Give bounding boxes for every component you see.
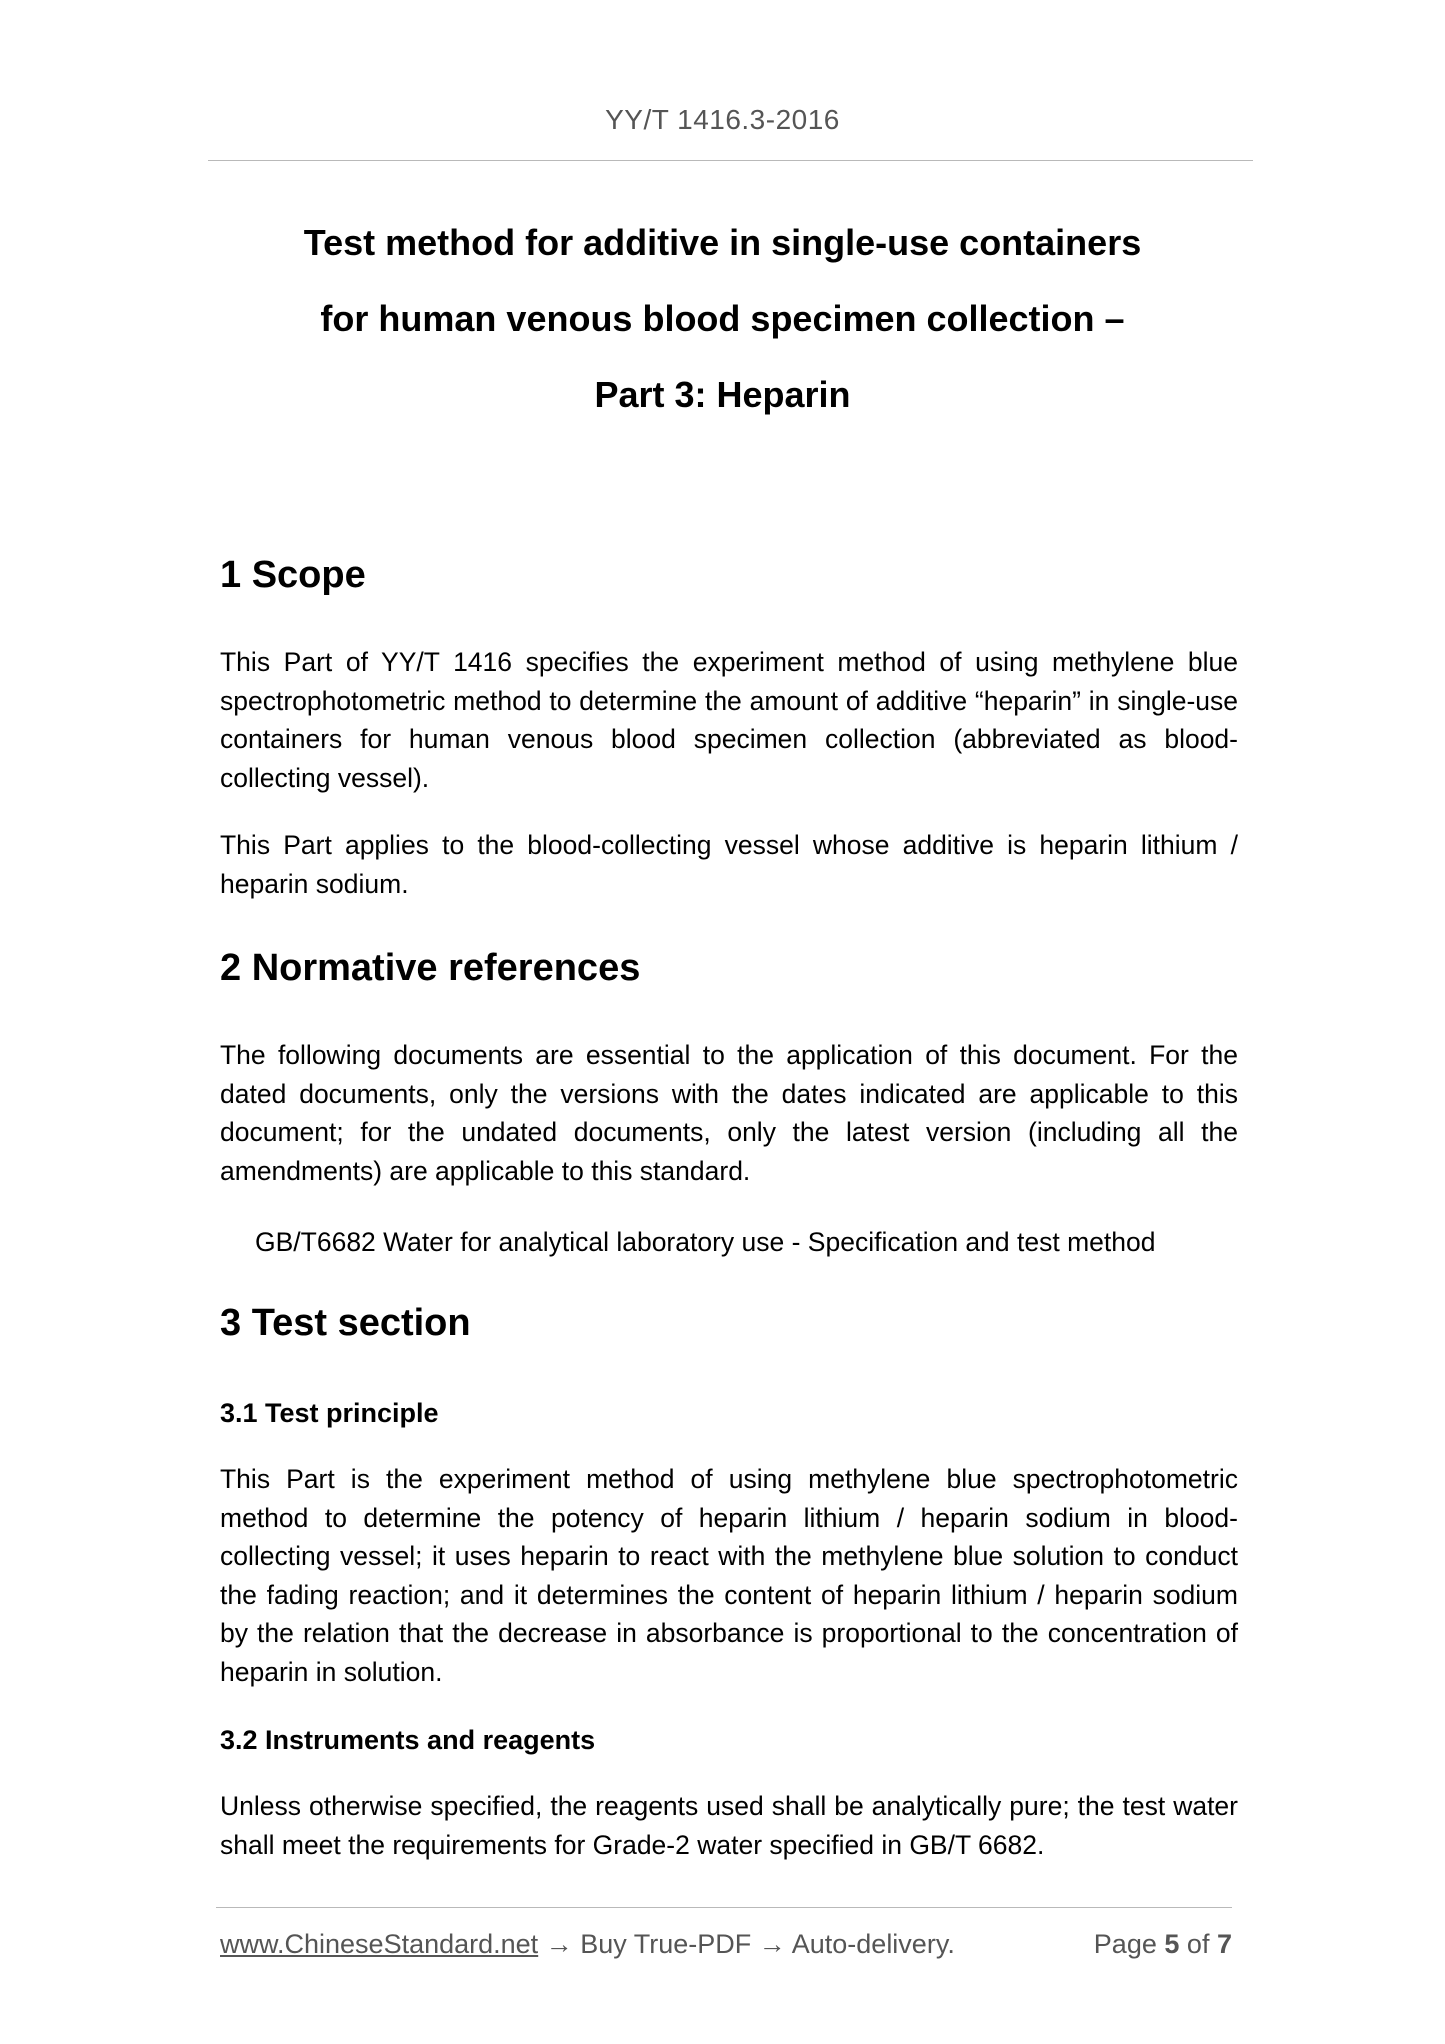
title-line-3: Part 3: Heparin (594, 374, 851, 415)
subsection-heading-instruments-reagents: 3.2 Instruments and reagents (220, 1725, 596, 1755)
section-heading-test-section: 3 Test section (220, 1302, 471, 1344)
normative-reference-item: GB/T6682 Water for analytical laboratory use - Specification and test method (255, 1227, 1156, 1257)
instruments-paragraph: Unless otherwise specified, the reagents used shall be analytically pure; the test water shall meet the requirements for Grade-2 water specified in GB/T 6682. (220, 1791, 1238, 1860)
page-total: 7 (1216, 1929, 1232, 1959)
scope-paragraph-1: This Part of YY/T 1416 specifies the experiment method of using methylene blue spectrophotometric method to determine the amount of additive “heparin” in single-use containers for human venous blood specimen collection (abbreviated as blood-collecting vessel). (220, 647, 1238, 793)
page-number (1094, 1929, 1232, 1960)
test-principle-paragraph: This Part is the experiment method of using methylene blue spectrophotometric method to determine the potency of heparin lithium / heparin sodium in blood-collecting vessel; it uses heparin to react with the methylene blue solution to conduct the fading reaction; and it determines the content of heparin lithium / heparin sodium by the relation that the decrease in absorbance is proportional to the concentration of heparin in solution. (220, 1464, 1238, 1687)
page-current: 5 (1164, 1929, 1180, 1959)
scope-paragraph-2: This Part applies to the blood-collecting vessel whose additive is heparin lithium / heparin sodium. (220, 830, 1238, 899)
title-line-1: Test method for additive in single-use containers (303, 222, 1142, 263)
footer-divider (216, 1907, 1232, 1908)
page-header-code: YY/T 1416.3-2016 (605, 104, 840, 135)
chinesestandard-link[interactable]: www.ChineseStandard.net (220, 1929, 539, 1959)
title-line-2: for human venous blood specimen collection – (320, 298, 1125, 339)
page-label: Page (1093, 1929, 1157, 1959)
normative-paragraph: The following documents are essential to the application of this document. For the dated documents, only the versions with the dates indicated are applicable to this document; for the undated documents, only the latest version (including all the amendments) are applicable to this standard. (220, 1040, 1238, 1186)
header-divider (208, 160, 1253, 161)
page-of-label: of (1186, 1929, 1210, 1959)
footer-promo (220, 1929, 955, 1960)
section-heading-normative-references: 2 Normative references (220, 947, 641, 989)
subsection-heading-test-principle: 3.1 Test principle (220, 1398, 439, 1428)
footer-tagline: → Buy True-PDF → Auto-delivery. (538, 1929, 955, 1959)
section-heading-scope: 1 Scope (220, 554, 366, 596)
